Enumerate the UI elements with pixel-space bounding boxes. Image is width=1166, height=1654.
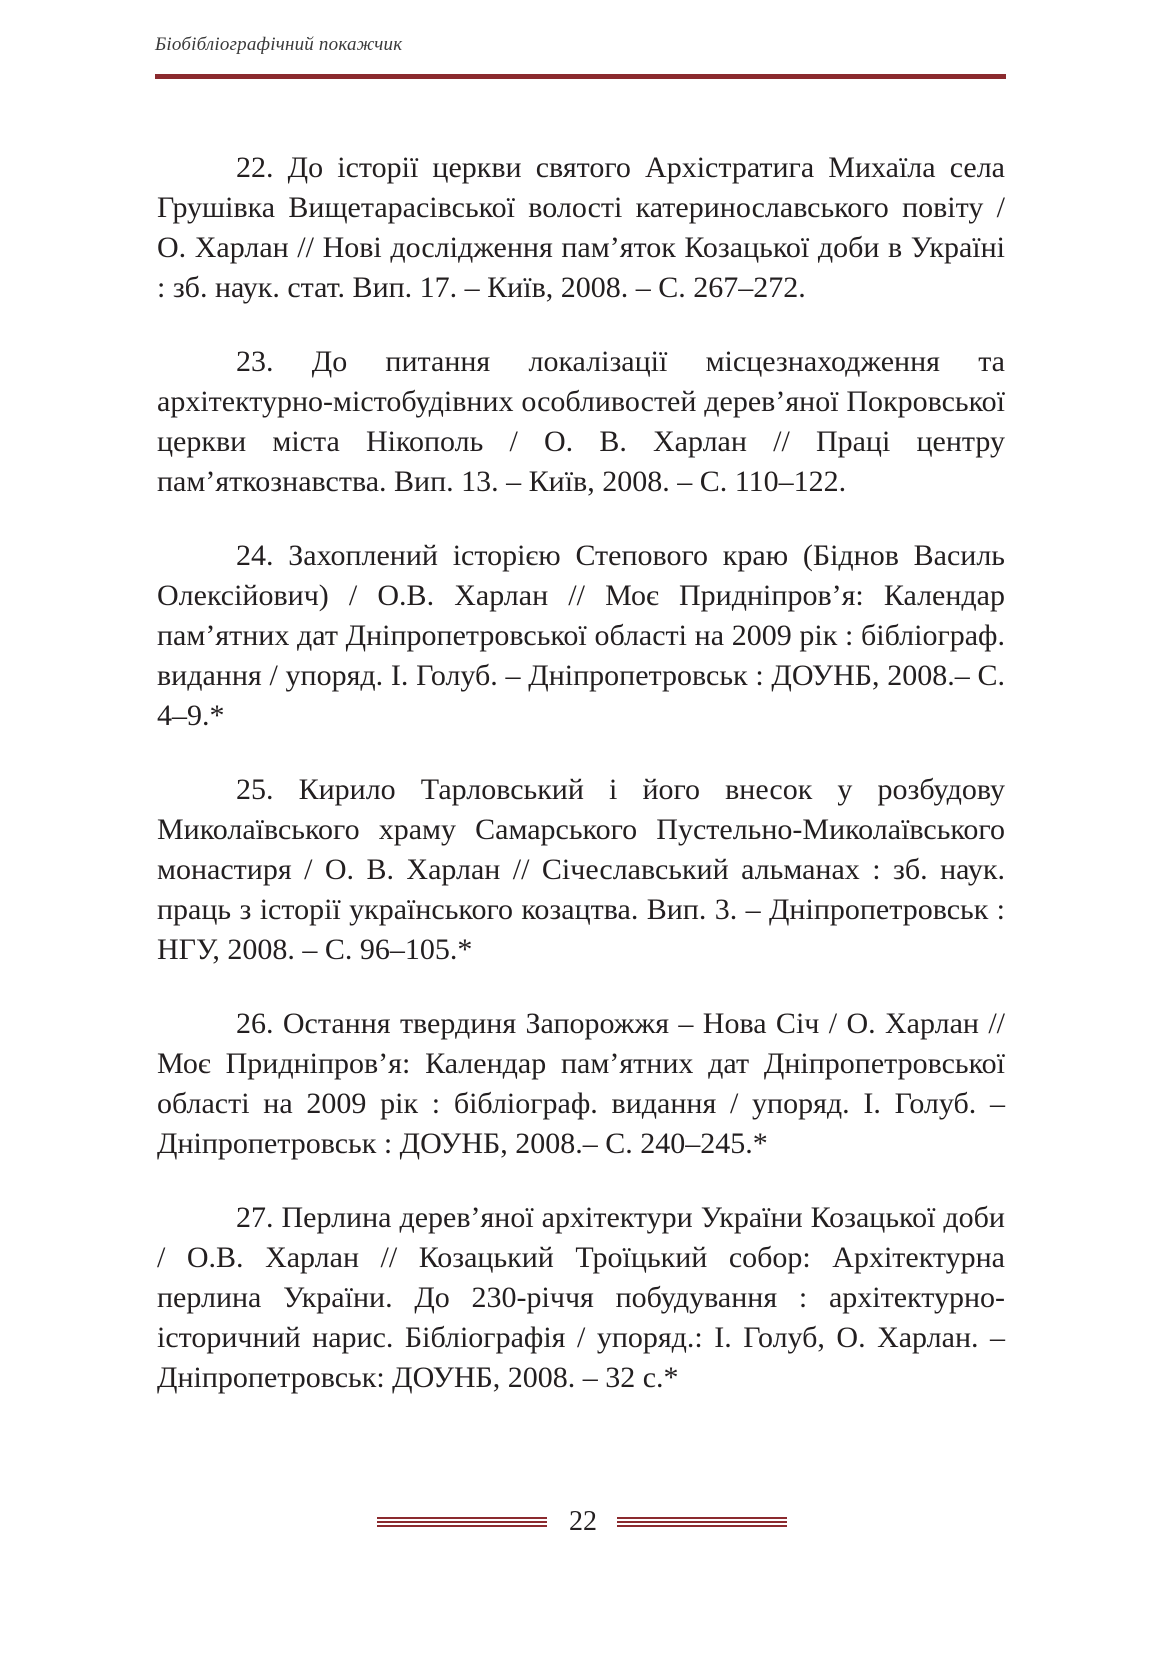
bibliography-entry: 23. До питання локалізації місцезнаходження та архітектурно-містобудівних особливостей дерев’яної Покровської церкви міста Нікополь / О. В. Харлан // Праці центру пам’яткознавства. Вип. 13. – Київ, 2008. – С. 110–122. [157, 345, 1005, 498]
running-header-title: Біобібліографічний покажчик [155, 34, 403, 55]
page-footer [0, 1505, 1166, 1541]
bibliography-entry: 26. Остання твердиня Запорожжя – Нова Січ / О. Харлан // Моє Придніпров’я: Календар пам’ятних дат Дніпропетровської області на 2009 рік : бібліограф. видання / упоряд. І. Голуб. – Дніпропетровськ : ДОУНБ, 2008.– С. 240–245.* [157, 1007, 1005, 1160]
bibliography-entry: 27. Перлина дерев’яної архітектури України Козацької доби / О.В. Харлан // Козацький Троїцький собор: Архітектурна перлина України. До 230-річчя побудування : архітектурно-історичний нарис. Бібліографія / упоряд.: І. Голуб, О. Харлан. – Дніпропетровськ: ДОУНБ, 2008. – 32 с.* [157, 1201, 1005, 1394]
page-number: 22 [569, 1506, 597, 1537]
footer-rule-right [617, 1517, 787, 1529]
bibliography-entry: 22. До історії церкви святого Архістратига Михаїла села Грушівка Вищетарасівської волості катеринославського повіту / О. Харлан // Нові дослідження пам’яток Козацької доби в Україні : зб. наук. стат. Вип. 17. – Київ, 2008. – С. 267–272. [157, 151, 1005, 304]
bibliography-entries [157, 148, 1005, 1432]
footer-rule-left [377, 1517, 547, 1529]
bibliography-entry: 24. Захоплений історією Степового краю (Біднов Василь Олексійович) / О.В. Харлан // Моє Придніпров’я: Календар пам’ятних дат Дніпропетровської області на 2009 рік : бібліограф. видання / упоряд. І. Голуб. – Дніпропетровськ : ДОУНБ, 2008.– С. 4–9.* [157, 539, 1005, 732]
header-rule [155, 74, 1006, 79]
bibliography-entry: 25. Кирило Тарловський і його внесок у розбудову Миколаївського храму Самарського Пустельно-Миколаївського монастиря / О. В. Харлан // Січеславський альманах : зб. наук. праць з історії українського козацтва. Вип. 3. – Дніпропетровськ : НГУ, 2008. – С. 96–105.* [157, 773, 1005, 966]
